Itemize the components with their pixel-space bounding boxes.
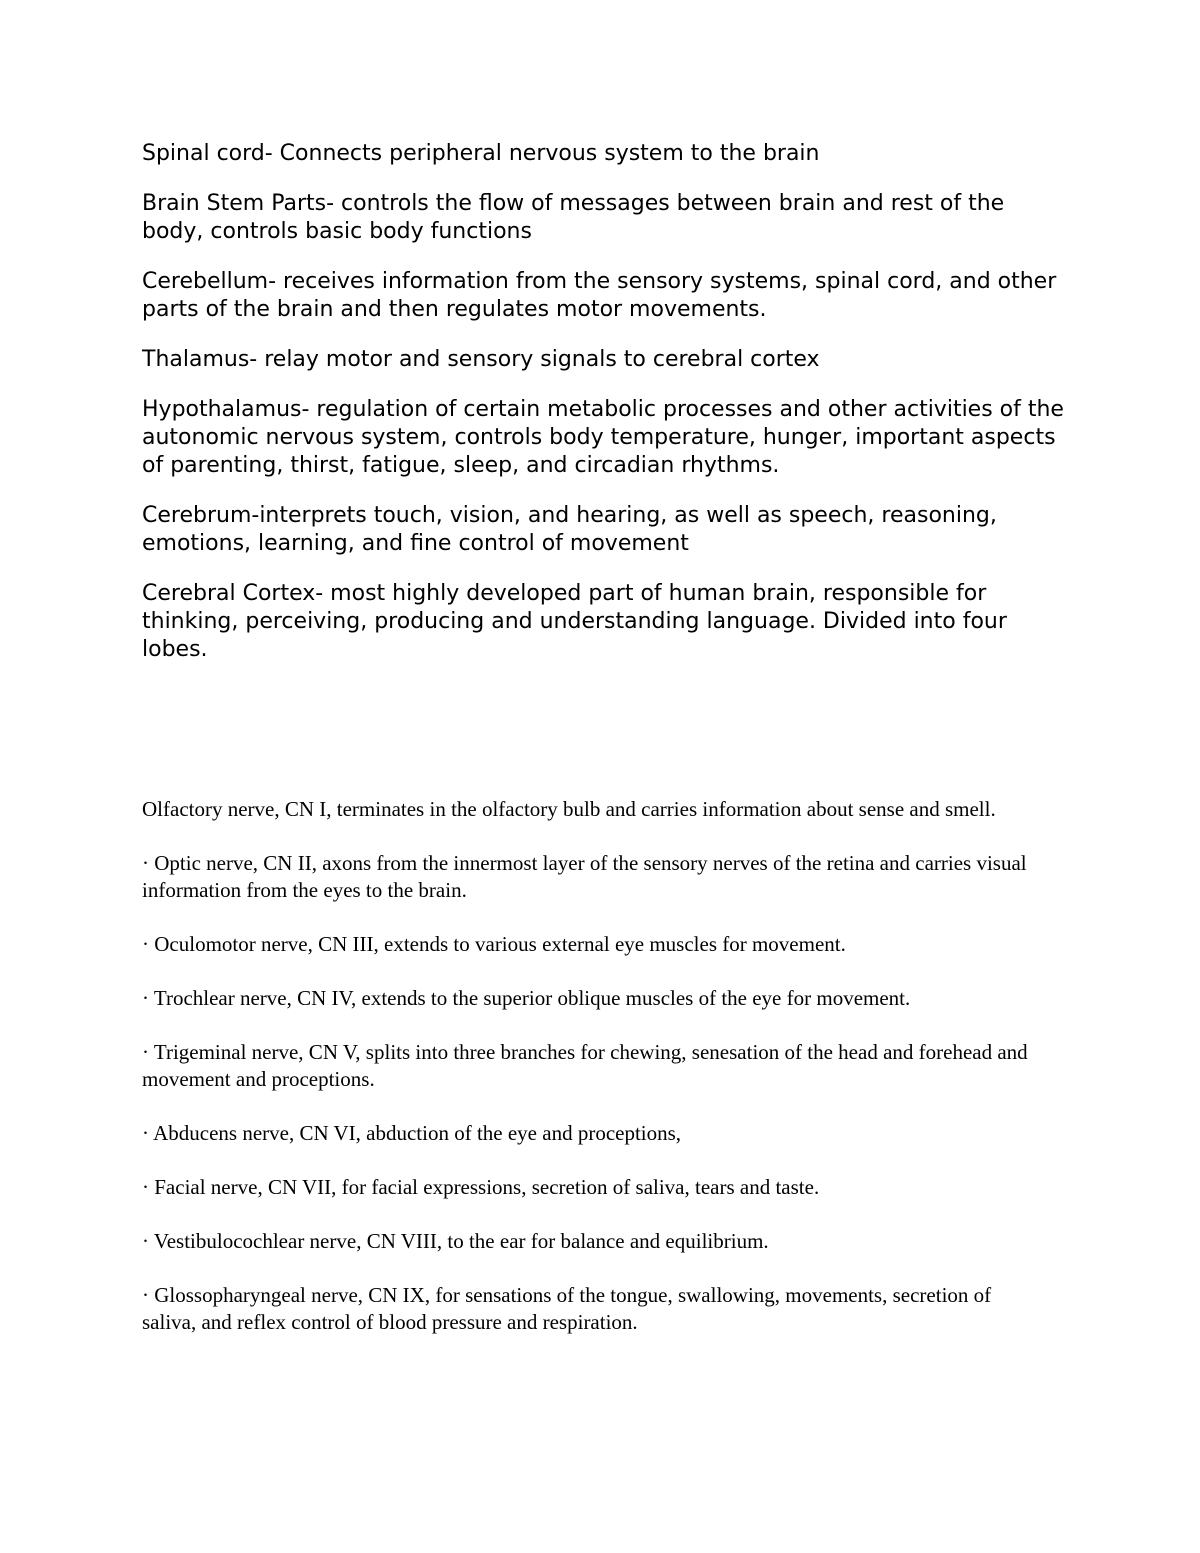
- nerve-optic: · Optic nerve, CN II, axons from the innermost layer of the sensory nerves of the retina and carries visual information from the eyes to the brain.: [142, 851, 1027, 902]
- brain-part-cerebrum: Cerebrum-interprets touch, vision, and hearing, as well as speech, reasoning, emotions, learning, and fine control of movement: [142, 503, 997, 556]
- brain-part-cerebellum: Cerebellum- receives information from the sensory systems, spinal cord, and other parts of the brain and then regulates motor movements.: [142, 269, 1057, 322]
- brain-part-thalamus: Thalamus- relay motor and sensory signals to cerebral cortex: [142, 347, 820, 372]
- cranial-nerves-section: [142, 796, 1047, 1363]
- nerve-glossopharyngeal: · Glossopharyngeal nerve, CN IX, for sensations of the tongue, swallowing, movements, secretion of saliva, and reflex control of blood pressure and respiration.: [142, 1283, 992, 1334]
- nerve-facial: · Facial nerve, CN VII, for facial expressions, secretion of saliva, tears and taste.: [142, 1175, 820, 1199]
- nerve-trigeminal: · Trigeminal nerve, CN V, splits into three branches for chewing, senesation of the head and forehead and movement and proceptions.: [142, 1040, 1028, 1091]
- brain-part-cerebral-cortex: Cerebral Cortex- most highly developed part of human brain, responsible for thinking, perceiving, producing and understanding language. Divided into four lobes.: [142, 581, 1007, 662]
- nerve-abducens: · Abducens nerve, CN VI, abduction of the eye and proceptions,: [142, 1121, 682, 1145]
- nerve-oculomotor: · Oculomotor nerve, CN III, extends to various external eye muscles for movement.: [142, 932, 846, 956]
- nerve-trochlear: · Trochlear nerve, CN IV, extends to the superior oblique muscles of the eye for movement.: [142, 986, 911, 1010]
- brain-part-spinal-cord: Spinal cord- Connects peripheral nervous system to the brain: [142, 141, 820, 166]
- brain-parts-section: [142, 140, 1072, 686]
- brain-part-hypothalamus: Hypothalamus- regulation of certain metabolic processes and other activities of the autonomic nervous system, controls body temperature, hunger, important aspects of parenting, thirst, fatigue, sleep, and circadian rhythms.: [142, 397, 1064, 478]
- brain-part-brain-stem: Brain Stem Parts- controls the flow of messages between brain and rest of the body, controls basic body functions: [142, 191, 1005, 244]
- nerve-vestibulocochlear: · Vestibulocochlear nerve, CN VIII, to the ear for balance and equilibrium.: [142, 1229, 769, 1253]
- nerve-olfactory: Olfactory nerve, CN I, terminates in the olfactory bulb and carries information about sense and smell.: [142, 797, 996, 821]
